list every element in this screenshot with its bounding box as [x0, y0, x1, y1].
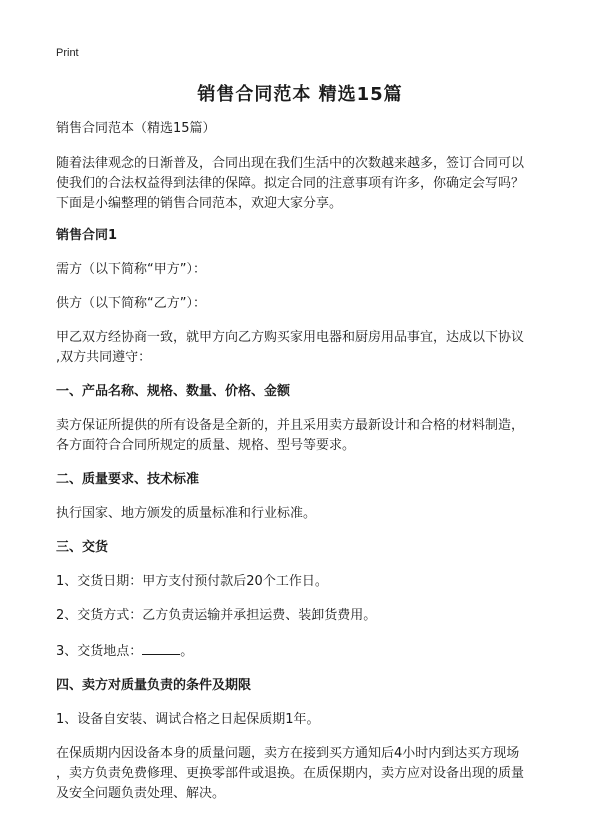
section1-line: 各方面符合合同所规定的质量、规格、型号等要求。	[56, 438, 356, 453]
seller-line: 供方（以下简称“乙方”）：	[56, 296, 206, 311]
intro-line: 使我们的合法权益得到法律的保障。拟定合同的注意事项有许多，你确定会写吗？	[56, 176, 525, 191]
warranty-period: 1、设备自安装、调试合格之日起保质期1年。	[56, 712, 320, 727]
intro-line: 下面是小编整理的销售合同范本，欢迎大家分享。	[56, 196, 343, 211]
document-body	[56, 119, 558, 818]
buyer-line: 需方（以下简称“甲方”）：	[56, 262, 206, 277]
section1-heading: 一、产品名称、规格、数量、价格、金额	[56, 384, 291, 399]
delivery-place-end: 。	[180, 644, 194, 659]
document-subtitle: 销售合同范本（精选15篇）	[56, 121, 216, 136]
delivery-date: 1、交货日期：甲方支付预付款后20个工作日。	[56, 574, 328, 589]
section1-line: 卖方保证所提供的所有设备是全新的，并且采用卖方最新设计和合格的材料制造，	[56, 418, 525, 433]
agreement-line: 甲乙双方经协商一致，就甲方向乙方购买家用电器和厨房用品事宜，达成以下协议	[56, 330, 525, 345]
warranty-line: 在保质期内因设备本身的质量问题，卖方在接到买方通知后4小时内到达买方现场	[56, 746, 520, 761]
print-link[interactable]: Print	[56, 47, 79, 59]
section3-heading: 三、交货	[56, 540, 109, 555]
section4-heading: 四、卖方对质量负责的条件及期限	[56, 678, 252, 693]
contract-heading: 销售合同1	[56, 228, 118, 243]
intro-line: 随着法律观念的日渐普及，合同出现在我们生活中的次数越来越多，签订合同可以	[56, 156, 525, 171]
section2-heading: 二、质量要求、技术标准	[56, 472, 200, 487]
delivery-place	[56, 640, 558, 662]
delivery-place-label: 3、交货地点：	[56, 644, 143, 659]
section1-paragraph	[56, 416, 558, 456]
delivery-place-blank	[142, 640, 180, 655]
agreement-paragraph	[56, 328, 558, 368]
delivery-method: 2、交货方式：乙方负责运输并承担运费、装卸货费用。	[56, 608, 377, 623]
document-title: 销售合同范本 精选15篇	[197, 84, 403, 105]
intro-paragraph	[56, 154, 558, 214]
warranty-line: 及安全问题负责处理、解决。	[56, 786, 226, 801]
warranty-line: ，卖方负责免费修理、更换零部件或退换。在质保期内，卖方应对设备出现的质量	[56, 766, 525, 781]
warranty-paragraph	[56, 744, 558, 804]
section2-paragraph: 执行国家、地方颁发的质量标准和行业标准。	[56, 506, 317, 521]
agreement-line: ,双方共同遵守：	[56, 350, 152, 365]
